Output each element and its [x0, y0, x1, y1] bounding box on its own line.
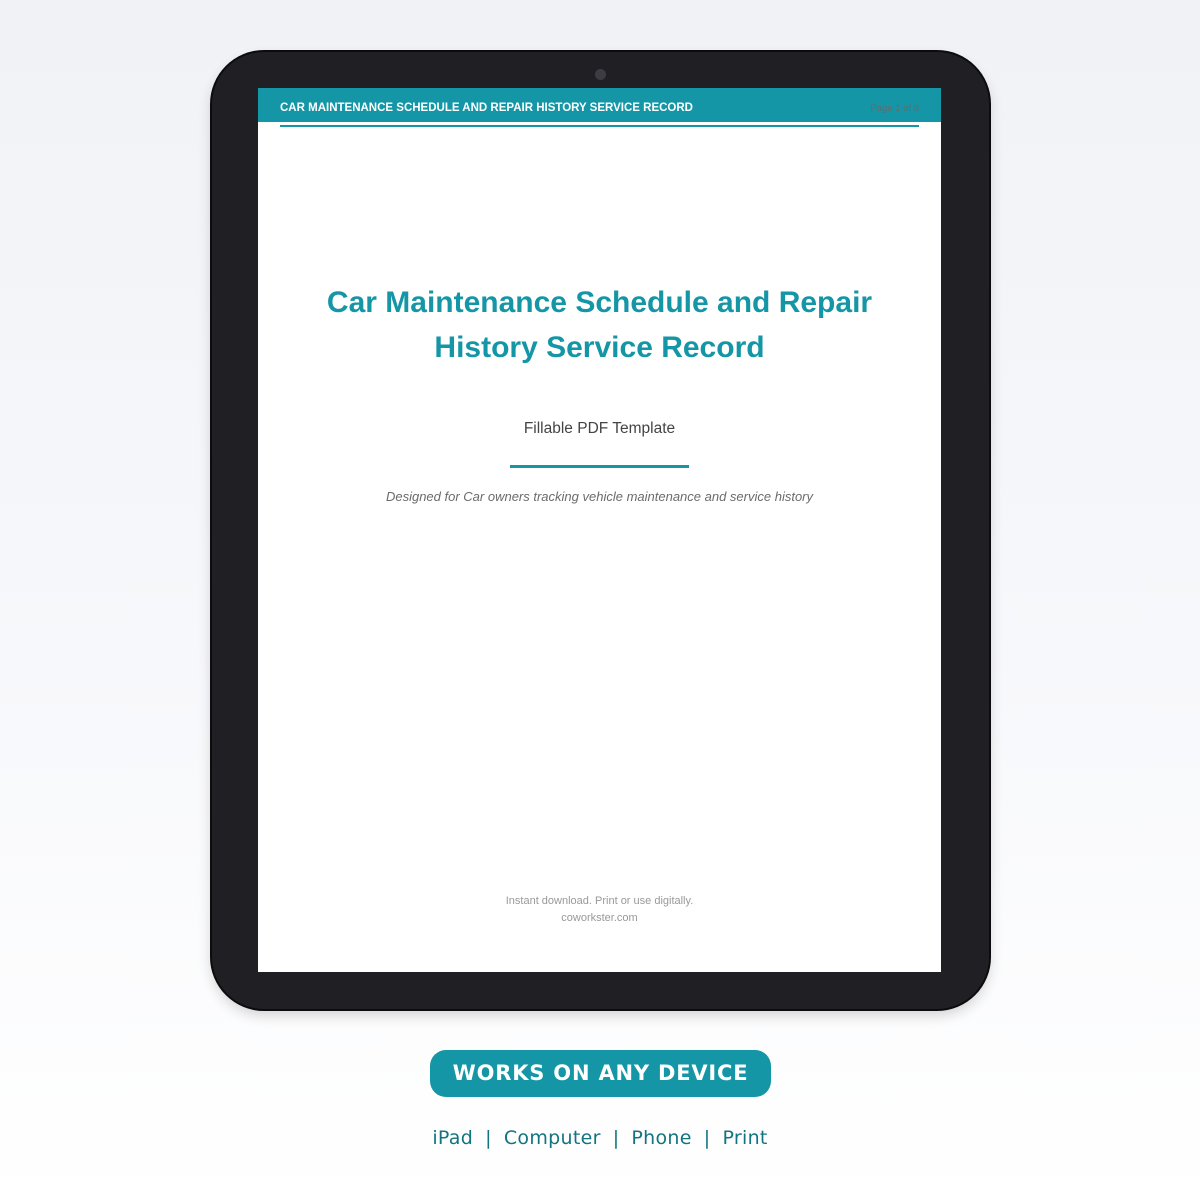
device-computer: Computer	[503, 1127, 601, 1149]
header-divider	[280, 125, 919, 127]
camera-dot	[595, 69, 606, 80]
document-title-line-1: Car Maintenance Schedule and Repair	[326, 286, 873, 319]
accent-divider	[510, 465, 689, 468]
device-separator: |	[703, 1127, 711, 1149]
document-header-bar	[258, 88, 941, 122]
document-footer-site: coworkster.com	[561, 912, 638, 924]
works-on-any-device-badge: WORKS ON ANY DEVICE	[430, 1050, 771, 1097]
document-header-title: CAR MAINTENANCE SCHEDULE AND REPAIR HISTORY SERVICE RECORD	[280, 102, 693, 114]
document-subtitle: Fillable PDF Template	[523, 420, 676, 437]
document-footer-note: Instant download. Print or use digitally.	[505, 895, 694, 907]
document-tagline: Designed for Car owners tracking vehicle maintenance and service history	[385, 489, 814, 504]
tablet-frame	[212, 52, 989, 1009]
device-separator: |	[485, 1127, 492, 1149]
device-ipad: iPad	[432, 1127, 474, 1149]
page-indicator: Page 1 of 8	[870, 103, 919, 114]
device-phone: Phone	[631, 1127, 692, 1149]
device-separator: |	[612, 1127, 620, 1149]
tablet-screen	[258, 88, 941, 972]
supported-devices-list	[0, 1127, 1200, 1149]
document-title-line-2: History Service Record	[434, 331, 765, 364]
device-print: Print	[722, 1127, 768, 1149]
document-title	[258, 280, 941, 370]
